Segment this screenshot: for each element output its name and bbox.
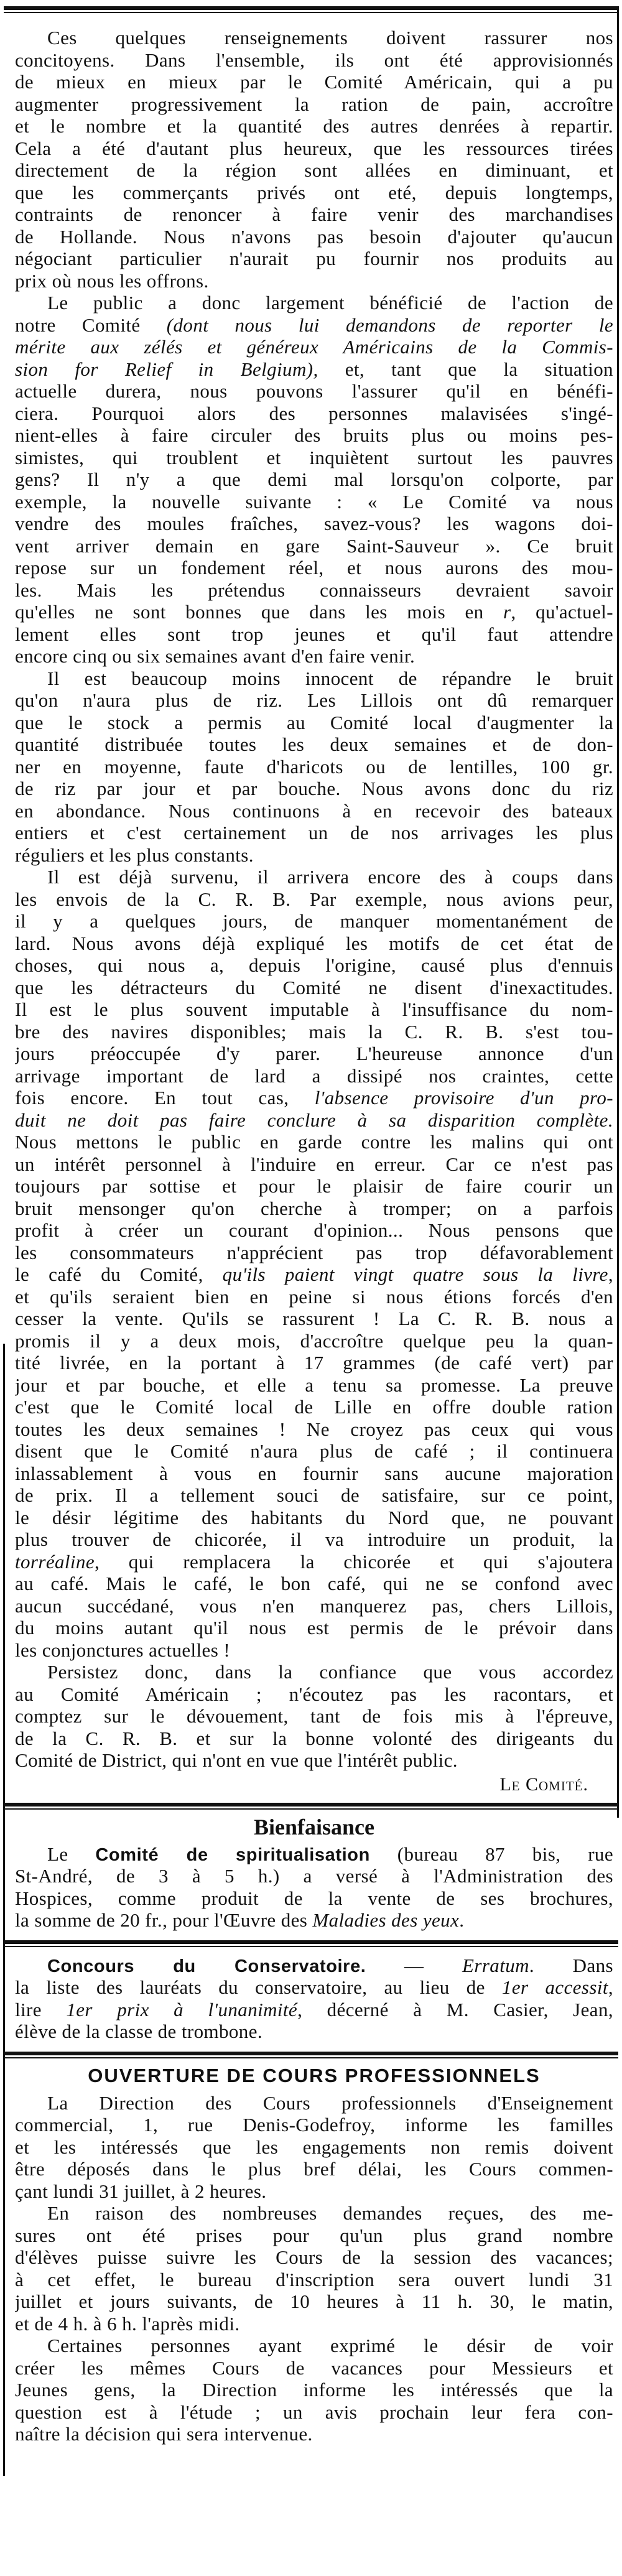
italic-text: sion for Relief in Belgium), [15, 358, 318, 380]
text-line: repose sur un fondement réel, et nous aurons des mou- [15, 557, 613, 579]
text-line: jour et par bouche, et elle a tenu sa promesse. La preuve [15, 1374, 613, 1396]
text-line: Nous mettons le public en garde contre les malins qui ont [15, 1131, 613, 1153]
paragraph [15, 1661, 613, 1772]
text-run: notre Comité [15, 314, 167, 336]
notice-concours [0, 1955, 622, 2043]
notice-body [15, 1843, 613, 1932]
text-line: être déposés dans le plus bref délai, les Cours commen- [15, 2158, 613, 2180]
text-line [15, 1976, 613, 1999]
text-run: , [608, 1976, 613, 1998]
text-line: créer les mêmes Cours de vacances pour Messieurs et [15, 2356, 613, 2379]
text-line: Le public a donc largement bénéficié de l'action de [47, 292, 613, 314]
text-line: Il est déjà survenu, il arrivera encore des à coups dans [47, 866, 613, 888]
paragraph [15, 2335, 613, 2445]
paragraph [15, 2092, 613, 2203]
text-line: que les commerçants privés ont eté, depuis longtemps, [15, 181, 613, 203]
text-line: au café. Mais le café, le bon café, qui ne se confond avec [15, 1573, 613, 1594]
bold-lead-text: Concours du Conservatoire. [47, 1956, 366, 1976]
paragraph [15, 27, 613, 292]
text-run: . [459, 1909, 465, 1931]
text-run: la somme de 20 fr., pour l'Œuvre des [15, 1909, 313, 1931]
text-line: il y a quelques jours, de manquer momentanément de [15, 910, 613, 932]
text-line: question est à l'étude ; un avis prochain leur fera con- [15, 2401, 613, 2423]
text-line [15, 1263, 613, 1286]
bold-lead-text: Comité de spiritualisation [95, 1844, 370, 1865]
text-line: c'est que le Comité local de Lille en offre double ration [15, 1396, 613, 1418]
text-line: lement elles sont trop jeunes et qu'il faut attendre [15, 623, 613, 645]
text-line: élève de la classe de trombone. [15, 2020, 263, 2042]
text-line: augmenter progressivement la ration de pain, accroître [15, 93, 613, 115]
text-line: Ces quelques renseignements doivent rassurer nos [47, 27, 613, 49]
paragraph [15, 1843, 613, 1932]
italic-text: Erratum [462, 1954, 529, 1976]
article-signature: Le Comité. [499, 1774, 588, 1795]
text-line: Il est le plus souvent imputable à l'insuffisance du nom- [15, 998, 613, 1020]
text-line: çant lundi 31 juillet, à 2 heures. [15, 2180, 267, 2202]
text-line: actuelle durera, nous pouvons l'assurer qu'il en bénéfi- [15, 380, 613, 402]
text-line: d'élèves puisse suivre les Cours de la session des vacances; [15, 2246, 613, 2268]
italic-text: torréaline [15, 1550, 95, 1573]
text-line: lard. Nous avons déjà expliqué les motifs de cet état de [15, 932, 613, 954]
text-line: profit à créer un courant d'opinion... Nous pensons que [15, 1219, 613, 1241]
text-line: toutes les deux semaines ! Ne croyez pas ceux qui vous [15, 1418, 613, 1440]
paragraph [15, 292, 613, 667]
text-line: jours préoccupée d'y parer. L'heureuse annonce d'un [15, 1043, 613, 1064]
text-line: et de 4 h. à 6 h. l'après midi. [15, 2312, 240, 2335]
text-line: négociant particulier n'aurait pu fournir nos produits au [15, 248, 613, 269]
text-line: encore cinq ou six semaines avant d'en faire venir. [15, 645, 415, 667]
text-line [15, 1109, 613, 1132]
italic-text: 1er prix à l'unanimité [66, 1998, 298, 2020]
text-line: un intérêt personnel à l'induire en erreur. Car ce n'est pas [15, 1153, 613, 1175]
text-line: en abondance. Nous continuons à en recevoir des bateaux [15, 799, 613, 822]
section-rule [4, 2052, 618, 2058]
text-run: — [366, 1954, 463, 1976]
text-line: directement de la région sont allées en diminuant, et [15, 159, 613, 181]
text-line: de la C. R. B. et sur la bonne volonté des dirigeants du [15, 1727, 613, 1749]
text-line: ciera. Pourquoi alors des personnes malavisées s'ingé- [15, 402, 613, 424]
text-line: plus trouver de chicorée, il va introduire un produit, la [15, 1528, 613, 1550]
italic-text: Maladies des yeux [312, 1909, 460, 1931]
text-line [15, 358, 613, 381]
italic-text: r [503, 601, 511, 623]
text-run: (bureau 87 bis, rue [369, 1843, 613, 1865]
text-line: Cela a été d'autant plus heureux, que les ressources tirées [15, 137, 613, 159]
text-line: naître la décision qui sera intervenue. [15, 2423, 313, 2445]
text-line: Certaines personnes ayant exprimé le désir de voir [47, 2335, 613, 2356]
article-comite [0, 27, 622, 1797]
italic-text: (dont nous lui demandons de reporter le [166, 314, 613, 336]
text-line: contraints de renoncer à faire venir des marchandises [15, 203, 613, 225]
text-line: et le nombre et la quantité des autres denrées à repartir. [15, 115, 613, 137]
paragraph [15, 2202, 613, 2335]
section-heading: Bienfaisance [254, 1814, 374, 1839]
text-line: Hospices, comme produit de la vente de ses brochures, [15, 1887, 613, 1909]
text-line: commercial, 1, rue Denis-Godefroy, informe les familles [15, 2114, 613, 2136]
text-run: , qu'actuel- [511, 601, 613, 623]
text-line: les envois de la C. R. B. Par exemple, nous avions peur, [15, 888, 613, 910]
text-line: de prix. Il a tellement souci de satisfaire, sur ce point, [15, 1484, 613, 1506]
text-line: que les détracteurs du Comité ne disent d'inexactitudes. [15, 976, 613, 998]
text-run: fois encore. En tout cas, [15, 1087, 315, 1109]
text-run: , qui remplacera la chicorée et qui s'ajoutera [95, 1550, 613, 1573]
text-line: simistes, qui troublent et inquiètent surtout les pauvres [15, 446, 613, 468]
text-line: Il est beaucoup moins innocent de répandre le bruit [47, 667, 613, 689]
text-line: vent arriver demain en gare Saint-Sauveur ». Ce bruit [15, 534, 613, 557]
text-line: vendre des moules fraîches, savez-vous? les wagons doi- [15, 513, 613, 534]
text-line: bruit mensonger qu'on cherche à tromper; on a parfois [15, 1197, 613, 1219]
text-line [15, 1551, 613, 1573]
text-line: comptez sur le dévouement, tant de fois mis à l'épreuve, [15, 1705, 613, 1727]
text-run: , décerné à M. Casier, Jean, [297, 1998, 613, 2020]
text-line [15, 314, 613, 337]
text-line: Comité de District, qui n'ont en vue que l'intérêt public. [15, 1749, 458, 1771]
text-line: à cet effet, le bureau d'inscription sera ouvert lundi 31 [15, 2268, 613, 2290]
text-run: . Dans [529, 1954, 613, 1976]
paragraph [15, 866, 613, 1661]
text-line: En raison des nombreuses demandes reçues, des me- [47, 2202, 613, 2224]
text-line: concitoyens. Dans l'ensemble, ils ont été approvisionnés [15, 49, 613, 71]
text-line: les consommateurs n'apprécient pas trop défavorablement [15, 1241, 613, 1263]
text-line: aucun succédané, vous n'en manquerez pas, chers Lillois, [15, 1594, 613, 1617]
section-rule [4, 1940, 618, 1947]
text-run: , [608, 1263, 613, 1285]
text-line: quantité distribuée toutes les deux semaines et de don- [15, 733, 613, 755]
text-line: toujours par sottise et pour le plaisir de faire courir un [15, 1175, 613, 1197]
text-run: qu'elles ne sont bonnes que dans les mois en [15, 601, 504, 623]
article-body [15, 27, 613, 1772]
text-line: du moins autant qu'il nous est permis de le prévoir dans [15, 1617, 613, 1639]
text-line: juillet et jours suivants, de 10 heures à 11 h. 30, le matin, [15, 2290, 613, 2312]
text-line [15, 1909, 613, 1932]
italic-text: mérite aux zélés et généreux Américains de la Commis- [15, 336, 613, 358]
text-line: inlassablement à vous en fournir sans aucune majoration [15, 1462, 613, 1484]
text-line: choses, qui nous a, depuis l'origine, causé plus d'ennuis [15, 954, 613, 976]
column-border-right [617, 6, 619, 1818]
text-line: bre des navires disponibles; mais la C. R. B. s'est tou- [15, 1020, 613, 1043]
text-line: prix où nous les offrons. [15, 269, 209, 292]
text-line: gens? Il n'y a que demi mal lorsqu'on colporte, par [15, 468, 613, 490]
text-run: la liste des lauréats du conservatoire, au lieu de [15, 1976, 502, 1998]
text-line: promis il y a deux mois, d'accroître quelque peu la quan- [15, 1329, 613, 1352]
text-line: arrivage important de lard a dissipé nos craintes, cette [15, 1064, 613, 1087]
text-line: le désir légitime des habitants du Nord que, ne pouvant [15, 1506, 613, 1528]
text-line: de riz par jour et par bouche. Nous avons donc du riz [15, 778, 613, 799]
text-line [15, 1999, 613, 2021]
italic-text: 1er accessit [501, 1976, 608, 1998]
text-line [15, 601, 613, 623]
text-line: que le stock a permis au Comité local d'augmenter la [15, 711, 613, 733]
text-line: Persistez donc, dans la confiance que vous accordez [47, 1661, 613, 1683]
text-line: tité livrée, en la portant à 17 grammes (de café vert) par [15, 1352, 613, 1374]
text-line: de mieux en mieux par le Comité Américain, qui a pu [15, 71, 613, 93]
text-line: et qu'ils seraient bien en peine si nous étions forcés d'en [15, 1285, 613, 1308]
section-heading: OUVERTURE DE COURS PROFESSIONNELS [88, 2064, 541, 2086]
text-line: St-André, de 3 à 5 h.) a versé à l'Administration des [15, 1865, 613, 1887]
text-line: ner en moyenne, faute d'haricots ou de lentilles, 100 gr. [15, 755, 613, 778]
text-line: Jeunes gens, la Direction informe les intéressés que la [15, 2379, 613, 2401]
text-line: et les intéressés que les engagements non remis doivent [15, 2136, 613, 2158]
text-line: les conjonctures actuelles ! [15, 1639, 231, 1661]
notice-body [15, 2092, 613, 2445]
paragraph [15, 1955, 613, 2043]
text-line: au Comité Américain ; n'écoutez pas les racontars, et [15, 1683, 613, 1705]
text-run: Le [47, 1843, 96, 1865]
text-line [15, 336, 613, 358]
text-line: nient-elles à faire circuler des bruits plus ou moins pes- [15, 424, 613, 446]
column-border-left [3, 1344, 5, 2476]
italic-text: duit ne doit pas faire conclure à sa disparition complète. [15, 1109, 613, 1131]
text-line: qu'on n'aura plus de riz. Les Lillois ont dû remarquer [15, 689, 613, 711]
text-line [15, 1087, 613, 1109]
text-line: La Direction des Cours professionnels d'Enseignement [47, 2091, 613, 2114]
text-line: réguliers et les plus constants. [15, 844, 254, 866]
text-run: et, tant que la situation [318, 358, 613, 380]
text-line: entiers et c'est certainement un de nos arrivages les plus [15, 822, 613, 844]
text-line: les. Mais les prétendus connaisseurs devraient savoir [15, 579, 613, 601]
text-run: le café du Comité, [15, 1263, 223, 1285]
notice-cours-professionnels [0, 2063, 622, 2445]
italic-text: l'absence provisoire d'un pro- [314, 1087, 613, 1109]
text-line [15, 1843, 613, 1866]
notice-body [15, 1955, 613, 2043]
text-line: cesser la vente. Qu'ils se rassurent ! La C. R. B. nous a [15, 1308, 613, 1329]
paragraph [15, 667, 613, 867]
top-rule [4, 6, 618, 13]
text-run: lire [15, 1998, 67, 2020]
text-line [15, 1955, 613, 1977]
italic-text: qu'ils paient vingt quatre sous la livre [222, 1263, 608, 1285]
text-line: exemple, la nouvelle suivante : « Le Comité va nous [15, 490, 613, 513]
text-line: sures ont été prises pour qu'un plus grand nombre [15, 2224, 613, 2246]
text-line: disent que le Comité n'aura plus de café ; il continuera [15, 1440, 613, 1462]
notice-bienfaisance [0, 1813, 622, 1932]
text-line: de Hollande. Nous n'avons pas besoin d'ajouter qu'aucun [15, 225, 613, 248]
section-rule [4, 1803, 618, 1810]
